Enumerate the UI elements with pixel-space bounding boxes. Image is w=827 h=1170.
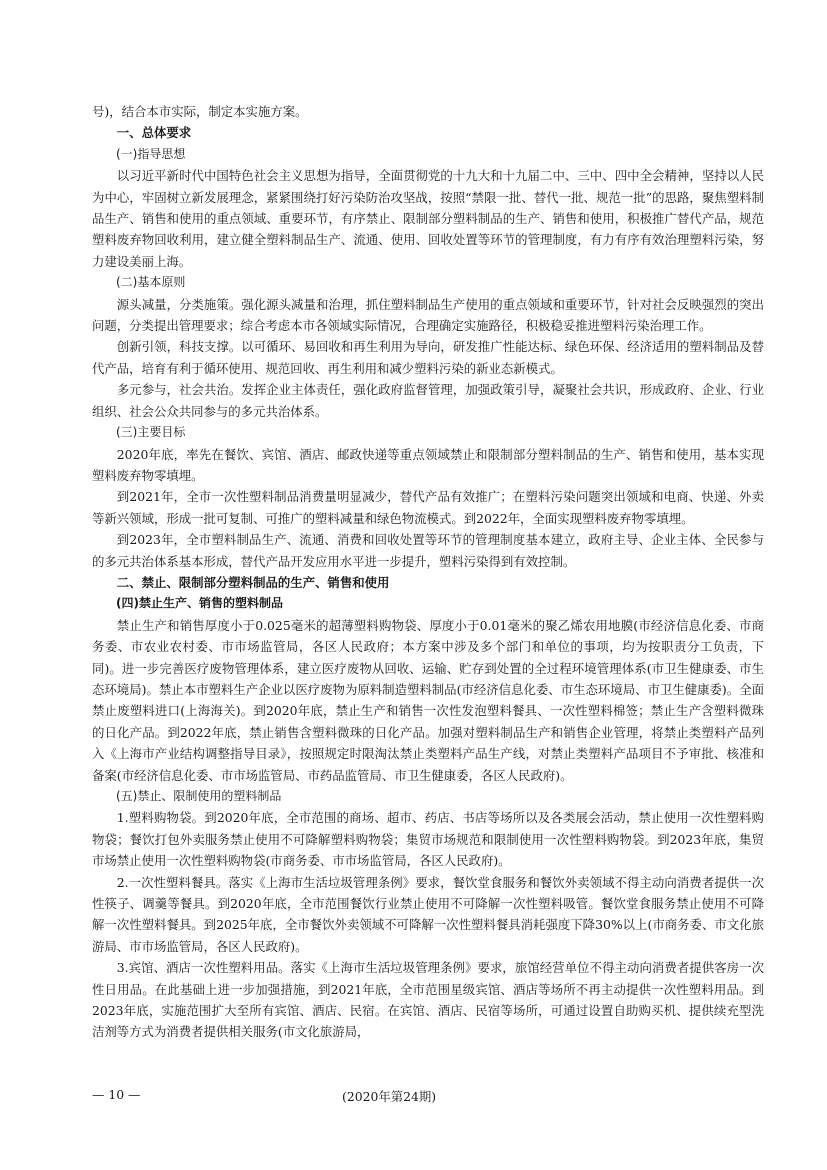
continued-paragraph: 号)，结合本市实际，制定本实施方案。 bbox=[92, 104, 308, 119]
paragraph: 到2023年，全市塑料制品生产、流通、消费和回收处置等环节的管理制度基本建立，政府主导、企业主体、全民参与的多元共治体系基本形成，替代产品开发应用水平进一步提升，塑料污染得到有效控制。 bbox=[92, 532, 764, 569]
paragraph: 禁止生产和销售厚度小于0.025毫米的超薄塑料购物袋、厚度小于0.01毫米的聚乙烯农用地膜(市经济信息化委、市商务委、市农业农村委、市市场监管局，各区人民政府；本方案中涉及多个部门和单位的事项，均为按职责分工负责，下同)。进一步完善医疗废物管理体系，建立医疗废物从回收、运输、贮存到处置的全过程环境管理体系(市卫生健康委、市生态环境局)。禁止本市塑料生产企业以医疗废物为原料制造塑料制品(市经济信息化委、市生态环境局、市卫生健康委)。全面禁止废塑料进口(上海海关)。到2020年底，禁止生产和销售一次性发泡塑料餐具、一次性塑料棉签；禁止生产含塑料微珠的日化产品。到2022年底，禁止销售含塑料微珠的日化产品。加强对塑料制品生产和销售企业管理，将禁止类塑料产品列入《上海市产业结构调整指导目录》，按照规定时限淘汰禁止类塑料产品生产线，对禁止类塑料产品项目不予审批、核准和备案(市经济信息化委、市市场监管局、市药品监管局、市卫生健康委，各区人民政府)。 bbox=[92, 617, 764, 783]
subsection-heading: (三)主要目标 bbox=[116, 425, 186, 440]
document-body bbox=[92, 101, 764, 1043]
page-footer bbox=[0, 1087, 827, 1109]
paragraph: 3.宾馆、酒店一次性塑料用品。落实《上海市生活垃圾管理条例》要求，旅馆经营单位不得主动向消费者提供客房一次性日用品。在此基础上进一步加强措施，到2021年底，全市范围星级宾馆、酒店等场所不再主动提供一次性塑料用品。到2023年底，实施范围扩大至所有宾馆、酒店、民宿。在宾馆、酒店、民宿等场所，可通过设置自助购买机、提供续充型洗洁剂等方式为消费者提供相关服务(市文化旅游局， bbox=[92, 960, 764, 1040]
paragraph: 以习近平新时代中国特色社会主义思想为指导，全面贯彻党的十九大和十九届二中、三中、四中全会精神，坚持以人民为中心，牢固树立新发展理念，紧紧围绕打好污染防治攻坚战，按照“禁限一批、替代一批、规范一批”的思路，聚焦塑料制品生产、销售和使用的重点领域、重要环节，有序禁止、限制部分塑料制品的生产、销售和使用，积极推广替代产品，规范塑料废弃物回收利用，建立健全塑料制品生产、流通、使用、回收处置等环节的管理制度，有力有序有效治理塑料污染，努力建设美丽上海。 bbox=[92, 168, 764, 269]
paragraph: 2020年底，率先在餐饮、宾馆、酒店、邮政快递等重点领域禁止和限制部分塑料制品的生产、销售和使用，基本实现塑料废弃物零填埋。 bbox=[92, 446, 764, 483]
subsection-heading: (五)禁止、限制使用的塑料制品 bbox=[116, 789, 282, 803]
paragraph: 源头减量，分类施策。强化源头减量和治理，抓住塑料制品生产使用的重点领域和重要环节，针对社会反映强烈的突出问题，分类提出管理要求；综合考虑本市各领域实际情况，合理确定实施路径，积极稳妥推进塑料污染治理工作。 bbox=[92, 296, 764, 334]
paragraph: 多元参与，社会共治。发挥企业主体责任，强化政府监督管理，加强政策引导，凝聚社会共识，形成政府、企业、行业组织、社会公众共同参与的多元共治体系。 bbox=[92, 382, 764, 419]
section-heading: 二、禁止、限制部分塑料制品的生产、销售和使用 bbox=[116, 574, 390, 590]
paragraph: 到2021年，全市一次性塑料制品消费量明显减少，替代产品有效推广；在塑料污染问题突出领域和电商、快递、外卖等新兴领域，形成一批可复制、可推广的塑料减量和绿色物流模式。到2022年，全面实现塑料废弃物零填埋。 bbox=[92, 489, 764, 526]
page-number: — 10 — bbox=[92, 1087, 141, 1102]
paragraph: 1.塑料购物袋。到2020年底，全市范围的商场、超市、药店、书店等场所以及各类展会活动，禁止使用一次性塑料购物袋；餐饮打包外卖服务禁止使用不可降解塑料购物袋；集贸市场规范和限制使用一次性塑料购物袋。到2023年底，集贸市场禁止使用一次性塑料购物袋(市商务委、市市场监管局，各区人民政府)。 bbox=[92, 810, 764, 869]
section-heading: 一、总体要求 bbox=[116, 125, 192, 141]
paragraph: 2.一次性塑料餐具。落实《上海市生活垃圾管理条例》要求，餐饮堂食服务和餐饮外卖领域不得主动向消费者提供一次性筷子、调羹等餐具。到2020年底，全市范围餐饮行业禁止使用不可降解一次性塑料吸管。餐饮堂食服务禁止使用不可降解一次性塑料餐具。到2025年底，全市餐饮外卖领域不可降解一次性塑料餐具消耗强度下降30%以上(市商务委、市文化旅游局、市市场监管局，各区人民政府)。 bbox=[92, 874, 764, 954]
paragraph: 创新引领，科技支撑。以可循环、易回收和再生利用为导向，研发推广性能达标、绿色环保、经济适用的塑料制品及替代产品，培育有利于循环使用、规范回收、再生利用和减少塑料污染的新业态新模式。 bbox=[92, 339, 764, 376]
subsection-heading: (四)禁止生产、销售的塑料制品 bbox=[116, 596, 283, 611]
subsection-heading: (一)指导思想 bbox=[116, 146, 186, 161]
subsection-heading: (二)基本原则 bbox=[116, 275, 186, 290]
issue-label: (2020年第24期) bbox=[342, 1089, 437, 1104]
